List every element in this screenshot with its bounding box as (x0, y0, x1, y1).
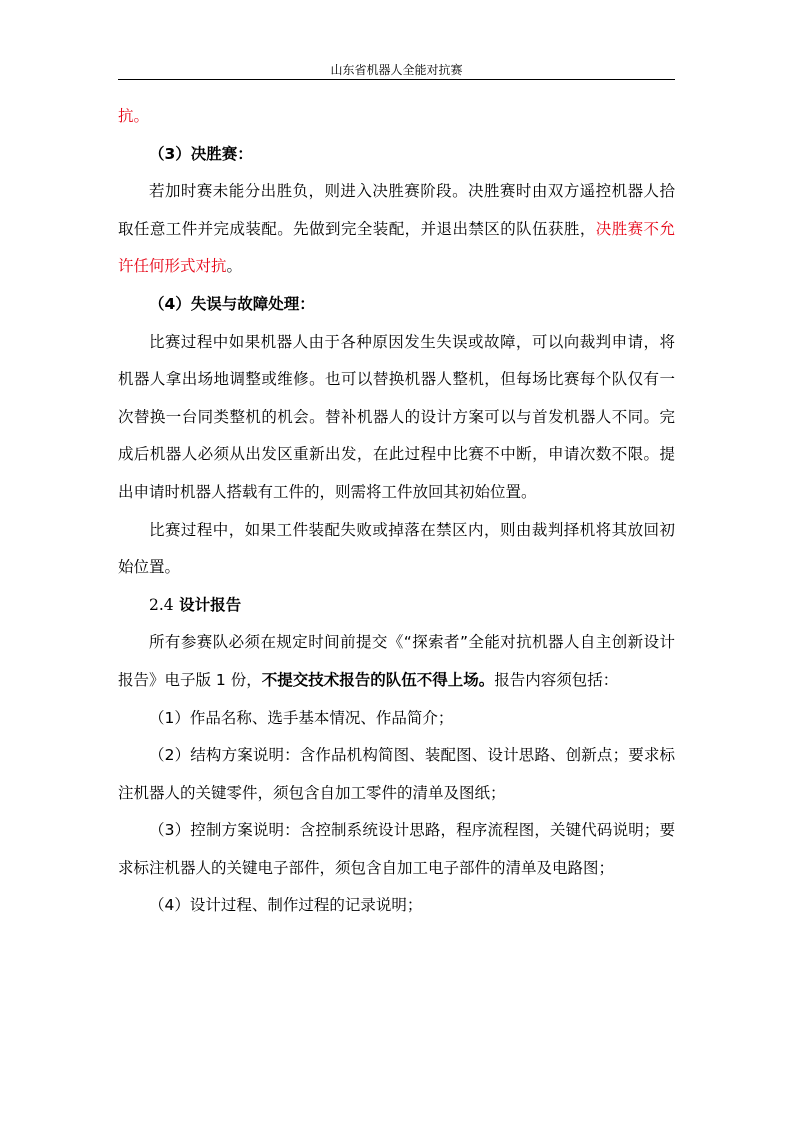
document-body (118, 98, 675, 925)
section-heading-design-report (118, 587, 675, 625)
paragraph-continuation (118, 98, 675, 136)
paragraph-workpiece-failure: 比赛过程中，如果工件装配失败或掉落在禁区内，则由裁判择机将其放回初始位置。 (118, 520, 675, 577)
section-title: 设计报告 (179, 595, 242, 614)
header-title: 山东省机器人全能对抗赛 (330, 63, 463, 77)
paragraph-report-requirement (118, 624, 675, 699)
paragraph-fault-handling: 比赛过程中如果机器人由于各种原因发生失误或故障，可以向裁判申请，将机器人拿出场地调整或维修。也可以替换机器人整机，但每场比赛每个队仅有一次替换一台同类整机的机会。替补机器人的设计方案可以与首发机器人不同。完成后机器人必须从出发区重新出发，在此过程中比赛不中断，申请次数不限。提出申请时机器人搭载有工件的，则需将工件放回其初始位置。 (118, 332, 675, 501)
section-number: 2.4 (149, 595, 174, 614)
paragraph-text: 若加时赛未能分出胜负，则进入决胜赛阶段。决胜赛时由双方遥控机器人拾取任意工件并完成装配。先做到完全装配，并退出禁区的队伍获胜， (118, 182, 675, 238)
paragraph-final-match (118, 173, 675, 286)
paragraph-text: 报告内容须包括： (494, 670, 619, 689)
page-header (118, 0, 675, 80)
list-item-4: （4）设计过程、制作过程的记录说明； (149, 896, 423, 915)
bold-emphasis-text: 不提交技术报告的队伍不得上场。 (261, 670, 495, 689)
section-heading-final-match: （3）决胜赛： (149, 144, 253, 163)
red-highlight-text: 抗。 (118, 107, 150, 125)
list-item-3: （3）控制方案说明：含控制系统设计思路，程序流程图，关键代码说明；要求标注机器人的关键电子部件，须包含自加工电子部件的清单及电路图； (118, 821, 675, 877)
list-item-1: （1）作品名称、选手基本情况、作品简介； (149, 708, 454, 727)
paragraph-text: 。 (226, 257, 243, 276)
paragraph-text: 所有参赛队必须在规定时间前提交《“探索者”全能对抗机器人自主创新设计报告》电子版 1 份， (118, 633, 675, 689)
red-highlight-text: 决胜赛不允许任何形式对抗 (118, 219, 675, 276)
section-heading-fault-handling: （4）失误与故障处理： (149, 294, 315, 313)
list-item-2: （2）结构方案说明：含作品机构简图、装配图、设计思路、创新点；要求标注机器人的关键零件，须包含自加工零件的清单及图纸； (118, 746, 675, 802)
